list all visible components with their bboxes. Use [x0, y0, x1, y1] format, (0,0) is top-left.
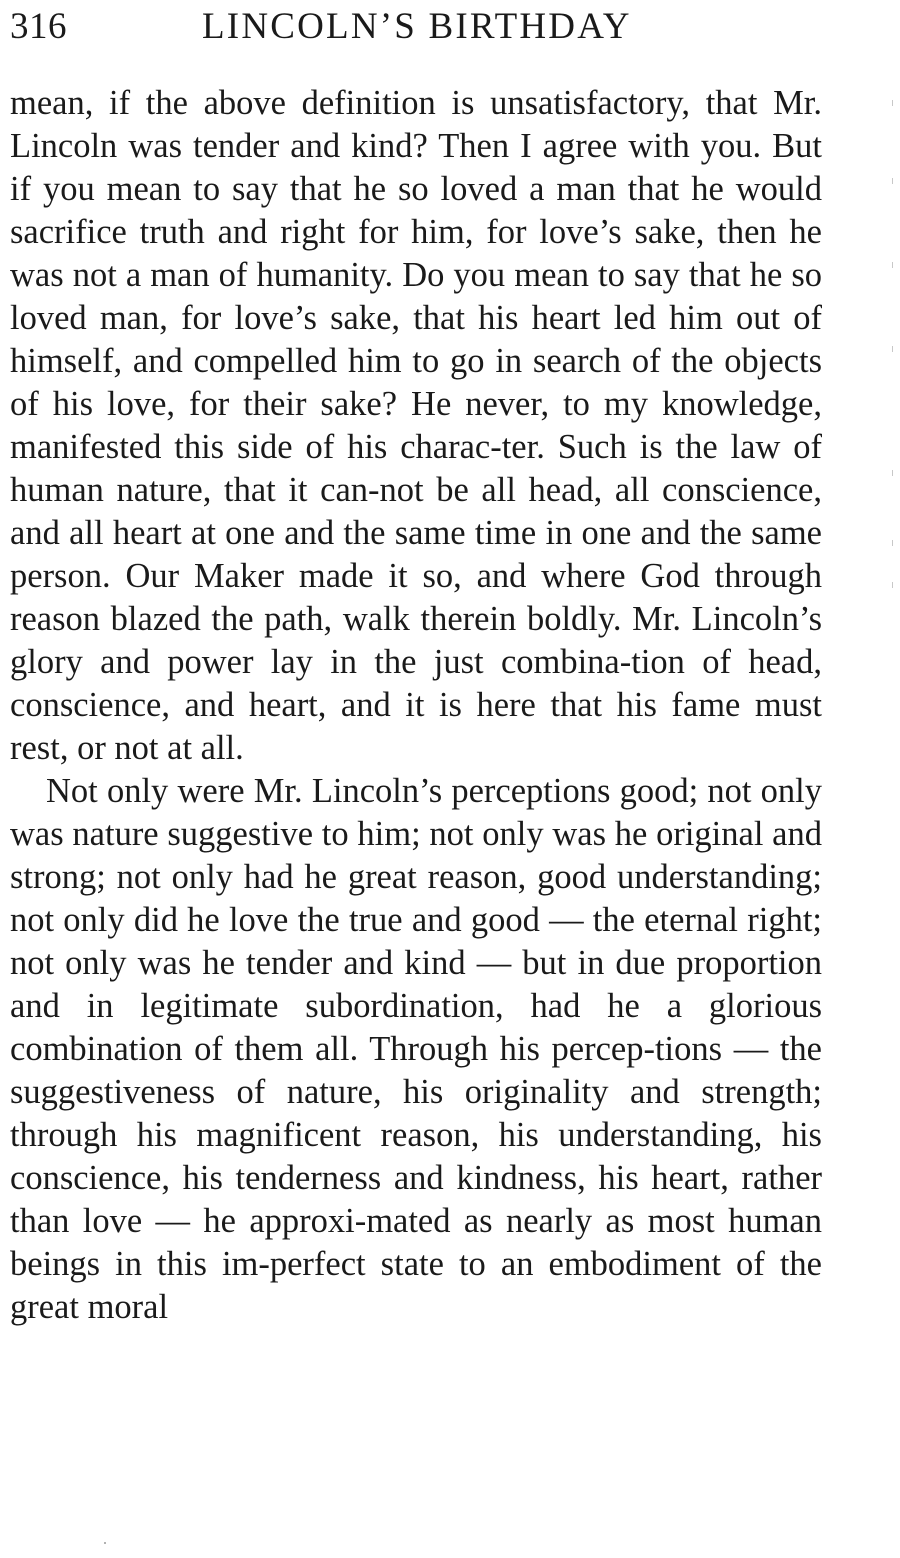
- paragraph-2: Not only were Mr. Lincoln’s perceptions good; not only was nature suggestive to him; not only was he original and strong; not only had he great reason, good understanding; not only did he love the true and good — the eternal right; not only was he tender and kind — but in due proportion and in legitimate subordination, had he a glorious combination of them all. Through his percep-tions — the suggestiveness of nature, his originality and strength; through his magnificent reason, his understanding, his conscience, his tenderness and kindness, his heart, rather than love — he approxi-mated as nearly as most human beings in this im-perfect state to an embodiment of the great moral: [10, 772, 822, 1326]
- page-number: 316: [10, 6, 67, 47]
- scan-edge-marks: [870, 0, 900, 1558]
- scan-speck: [104, 1542, 106, 1544]
- running-head: [10, 2, 820, 52]
- paragraph-1: mean, if the above definition is unsatisfactory, that Mr. Lincoln was tender and kind? Then I agree with you. But if you mean to say that he so loved a man that he would sacrifice truth and right for him, for love’s sake, then he was not a man of humanity. Do you mean to say that he so loved man, for love’s sake, that his heart led him out of himself, and compelled him to go in search of the objects of his love, for their sake? He never, to my knowledge, manifested this side of his charac-ter. Such is the law of human nature, that it can-not be all head, all conscience, and all heart at one and the same time in one and the same person. Our Maker made it so, and where God through reason blazed the path, walk therein boldly. Mr. Lincoln’s glory and power lay in the just combina-tion of head, conscience, and heart, and it is here that his fame must rest, or not at all.: [10, 84, 822, 767]
- body-text: [10, 82, 822, 1329]
- running-title: LINCOLN’S BIRTHDAY: [202, 6, 632, 47]
